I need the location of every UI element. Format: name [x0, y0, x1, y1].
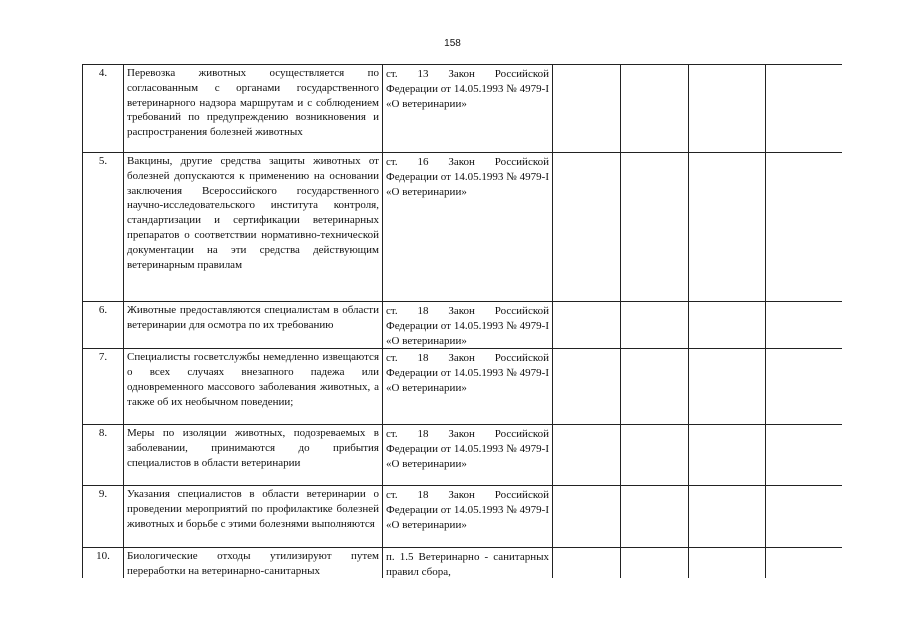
- table-row: [83, 548, 843, 578]
- legal-reference: п. 1.5 Ветеринарно - санитарных правил сбора,: [383, 548, 553, 578]
- page-number: 158: [444, 38, 461, 49]
- empty-cell: [621, 486, 689, 548]
- empty-cell: [621, 425, 689, 486]
- empty-cell: [689, 486, 766, 548]
- row-number: 5.: [83, 153, 124, 302]
- row-number: 9.: [83, 486, 124, 548]
- empty-cell: [553, 425, 621, 486]
- empty-cell: [766, 425, 843, 486]
- table-row: [83, 153, 843, 302]
- table-row: [83, 425, 843, 486]
- empty-cell: [689, 65, 766, 153]
- row-number: 8.: [83, 425, 124, 486]
- table-row: [83, 302, 843, 349]
- empty-cell: [766, 65, 843, 153]
- requirement-text: Вакцины, другие средства защиты животных от болезней допускаются к применению на основании заключения Всероссийского государственного научно-исследовательского института контроля, стандартизации и сертификации ветеринарных препаратов о соответствии нормативно-технической документации на эти средства действующим ветеринарным правилам: [124, 153, 383, 302]
- empty-cell: [689, 349, 766, 425]
- legal-reference: ст. 18 Закон Российской Федерации от 14.05.1993 № 4979-I «О ветеринарии»: [383, 486, 553, 548]
- row-number: 10.: [83, 548, 124, 578]
- empty-cell: [689, 425, 766, 486]
- requirements-table: [82, 64, 842, 578]
- row-number: 7.: [83, 349, 124, 425]
- empty-cell: [621, 548, 689, 578]
- legal-reference: ст. 18 Закон Российской Федерации от 14.05.1993 № 4979-I «О ветеринарии»: [383, 349, 553, 425]
- empty-cell: [553, 302, 621, 349]
- empty-cell: [621, 302, 689, 349]
- requirement-text: Перевозка животных осуществляется по согласованным с органами государственного ветеринарного надзора маршрутам и с соблюдением требований по предупреждению возникновения и распространения болезней животных: [124, 65, 383, 153]
- empty-cell: [553, 349, 621, 425]
- empty-cell: [766, 153, 843, 302]
- empty-cell: [621, 65, 689, 153]
- empty-cell: [553, 65, 621, 153]
- row-number: 6.: [83, 302, 124, 349]
- empty-cell: [689, 302, 766, 349]
- empty-cell: [766, 548, 843, 578]
- empty-cell: [689, 548, 766, 578]
- requirement-text: Биологические отходы утилизируют путем переработки на ветеринарно-санитарных: [124, 548, 383, 578]
- table-container: [82, 64, 842, 578]
- empty-cell: [766, 349, 843, 425]
- table-row: [83, 65, 843, 153]
- empty-cell: [553, 153, 621, 302]
- empty-cell: [553, 548, 621, 578]
- legal-reference: ст. 18 Закон Российской Федерации от 14.05.1993 № 4979-I «О ветеринарии»: [383, 425, 553, 486]
- row-number: 4.: [83, 65, 124, 153]
- empty-cell: [766, 486, 843, 548]
- requirement-text: Специалисты госветслужбы немедленно извещаются о всех случаях внезапного падежа или одновременного массового заболевания животных, а также об их необычном поведении;: [124, 349, 383, 425]
- empty-cell: [689, 153, 766, 302]
- legal-reference: ст. 13 Закон Российской Федерации от 14.05.1993 № 4979-I «О ветеринарии»: [383, 65, 553, 153]
- requirement-text: Меры по изоляции животных, подозреваемых в заболевании, принимаются до прибытия специалистов в области ветеринарии: [124, 425, 383, 486]
- requirement-text: Указания специалистов в области ветеринарии о проведении мероприятий по профилактике болезней животных и борьбе с этими болезнями выполняются: [124, 486, 383, 548]
- empty-cell: [766, 302, 843, 349]
- empty-cell: [621, 153, 689, 302]
- requirement-text: Животные предоставляются специалистам в области ветеринарии для осмотра по их требованию: [124, 302, 383, 349]
- table-row: [83, 349, 843, 425]
- empty-cell: [553, 486, 621, 548]
- legal-reference: ст. 18 Закон Российской Федерации от 14.05.1993 № 4979-I «О ветеринарии»: [383, 302, 553, 349]
- empty-cell: [621, 349, 689, 425]
- table-row: [83, 486, 843, 548]
- legal-reference: ст. 16 Закон Российской Федерации от 14.05.1993 № 4979-I «О ветеринарии»: [383, 153, 553, 302]
